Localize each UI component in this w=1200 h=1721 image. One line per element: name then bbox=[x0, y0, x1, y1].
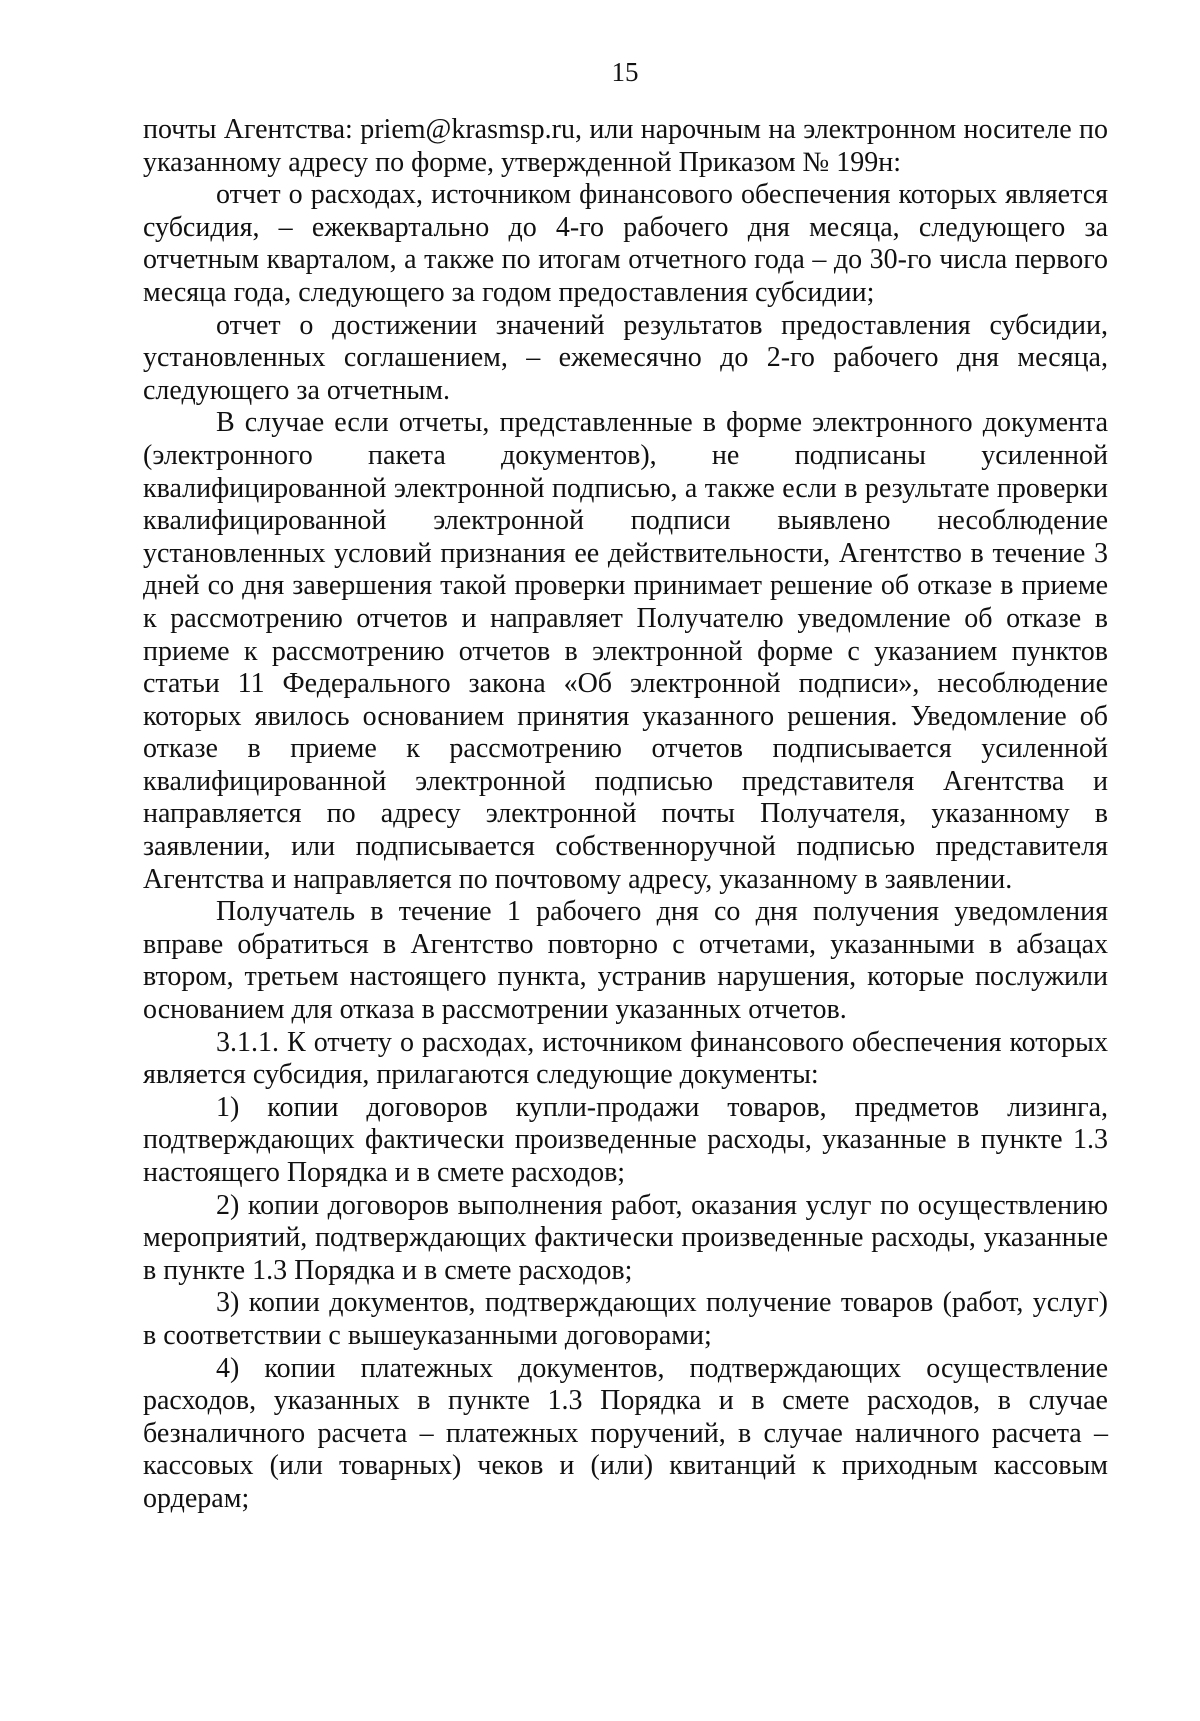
list-item-1: 1) копии договоров купли-продажи товаров, предметов лизинга, подтверждающих фактически произведенные расходы, указанные в пункте 1.3 настоящего Порядка и в смете расходов; bbox=[143, 1091, 1108, 1188]
paragraph-continuation: почты Агентства: priem@krasmsp.ru, или нарочным на электронном носителе по указанному адресу по форме, утвержденной Приказом № 199н: bbox=[143, 114, 1108, 178]
list-item-3: 3) копии документов, подтверждающих получение товаров (работ, услуг) в соответствии с вышеуказанными договорами; bbox=[143, 1287, 1108, 1351]
paragraph-results-report: отчет о достижении значений результатов предоставления субсидии, установленных соглашением, – ежемесячно до 2-го рабочего дня месяца, следующего за отчетным. bbox=[143, 309, 1108, 406]
document-body bbox=[143, 114, 1108, 1516]
page-number: 15 bbox=[611, 57, 639, 87]
list-item-4: 4) копии платежных документов, подтверждающих осуществление расходов, указанных в пункте 1.3 Порядка и в смете расходов, в случае безналичного расчета – платежных поручений, в случае наличного расчета – кассовых (или товарных) чеков и (или) квитанций к приходным кассовым ордерам; bbox=[143, 1352, 1108, 1514]
paragraph-refusal-conditions: В случае если отчеты, представленные в форме электронного документа (электронного пакета документов), не подписаны усиленной квалифицированной электронной подписью, а также если в результате проверки квалифицированной электронной подписи выявлено несоблюдение установленных условий признания ее действительности, Агентство в течение 3 дней со дня завершения такой проверки принимает решение об отказе в приеме к рассмотрению отчетов и направляет Получателю уведомление об отказе в приеме к рассмотрению отчетов в электронной форме с указанием пунктов статьи 11 Федерального закона «Об электронной подписи», несоблюдение которых явилось основанием принятия указанного решения. Уведомление об отказе в приеме к рассмотрению отчетов подписывается усиленной квалифицированной электронной подписью представителя Агентства и направляется по адресу электронной почты Получателя, указанному в заявлении, или подписывается собственноручной подписью представителя Агентства и направляется по почтовому адресу, указанному в заявлении. bbox=[143, 407, 1108, 895]
list-item-2: 2) копии договоров выполнения работ, оказания услуг по осуществлению мероприятий, подтверждающих фактически произведенные расходы, указанные в пункте 1.3 Порядка и в смете расходов; bbox=[143, 1189, 1108, 1286]
paragraph-section-3-1-1: 3.1.1. К отчету о расходах, источником финансового обеспечения которых является субсидия, прилагаются следующие документы: bbox=[143, 1026, 1108, 1091]
paragraph-resubmission: Получатель в течение 1 рабочего дня со дня получения уведомления вправе обратиться в Агентство повторно с отчетами, указанными в абзацах втором, третьем настоящего пункта, устранив нарушения, которые послужили основанием для отказа в рассмотрении указанных отчетов. bbox=[143, 896, 1108, 1026]
paragraph-expense-report: отчет о расходах, источником финансового обеспечения которых является субсидия, – ежеквартально до 4-го рабочего дня месяца, следующего за отчетным кварталом, а также по итогам отчетного года – до 30-го числа первого месяца года, следующего за годом предоставления субсидии; bbox=[143, 179, 1108, 308]
